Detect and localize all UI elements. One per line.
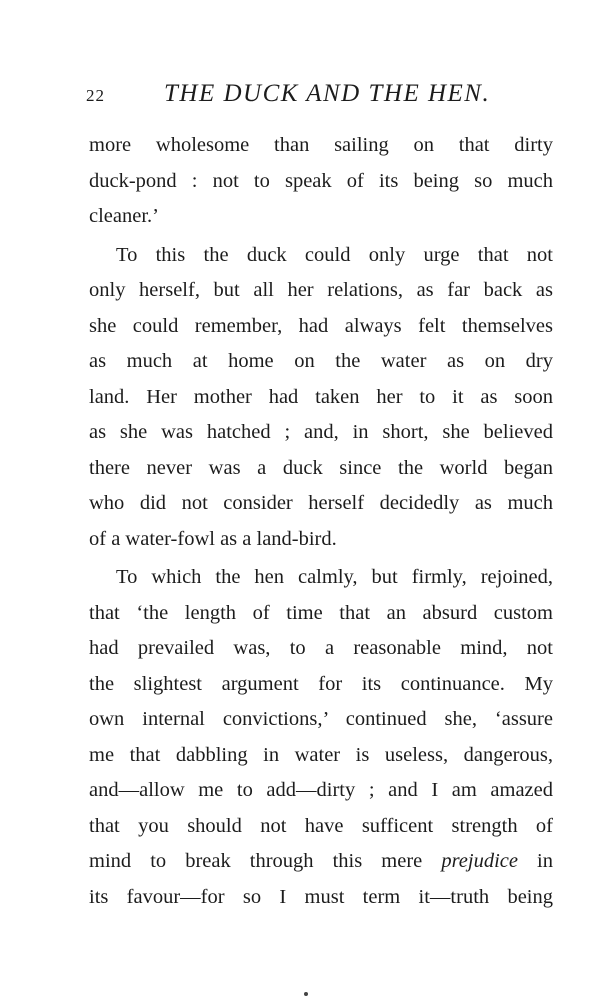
text-line: that you should not have sufficent strength of bbox=[89, 814, 553, 837]
text-line: had prevailed was, to a reasonable mind, not bbox=[89, 637, 553, 659]
text-line: cleaner.’ bbox=[89, 205, 159, 227]
italic-word: prejudice bbox=[441, 850, 518, 872]
text-line: as much at home on the water as on dry bbox=[89, 350, 553, 372]
paragraph-2 bbox=[89, 238, 553, 558]
text-line: and—allow me to add—dirty ; and I am amazed bbox=[89, 779, 553, 801]
text-line: that ‘the length of time that an absurd custom bbox=[89, 601, 553, 624]
page-speck bbox=[304, 992, 308, 996]
paragraph-1 bbox=[89, 128, 553, 235]
text-line: duck-pond : not to speak of its being so much bbox=[89, 169, 553, 192]
text-line: more wholesome than sailing on that dirty bbox=[89, 134, 553, 156]
text-line: there never was a duck since the world began bbox=[89, 456, 553, 479]
text-line: who did not consider herself decidedly as much bbox=[89, 492, 553, 514]
text-line: its favour—for so I must term it—truth being bbox=[89, 885, 553, 908]
text-line: as she was hatched ; and, in short, she believed bbox=[89, 421, 553, 443]
paragraph-3 bbox=[89, 560, 553, 915]
text-line: To this the duck could only urge that not bbox=[116, 243, 553, 266]
text-line: land. Her mother had taken her to it as soon bbox=[89, 385, 553, 408]
running-title: THE DUCK AND THE HEN. bbox=[164, 80, 491, 107]
text-line: To which the hen calmly, but firmly, rejoined, bbox=[116, 566, 553, 588]
text-line-with-italic bbox=[89, 844, 553, 880]
text-line: the slightest argument for its continuance. My bbox=[89, 672, 553, 695]
page-number: 22 bbox=[86, 86, 105, 105]
text-line: only herself, but all her relations, as far back as bbox=[89, 279, 553, 301]
body-text bbox=[89, 128, 553, 915]
text-line: of a water-fowl as a land-bird. bbox=[89, 527, 337, 550]
text-line: she could remember, had always felt themselves bbox=[89, 314, 553, 337]
text-line: own internal convictions,’ continued she, ‘assure bbox=[89, 708, 553, 730]
text-segment: in bbox=[517, 850, 553, 872]
running-header bbox=[86, 80, 556, 112]
text-segment: mind to break through this mere bbox=[89, 850, 442, 872]
text-line: me that dabbling in water is useless, dangerous, bbox=[89, 743, 553, 766]
